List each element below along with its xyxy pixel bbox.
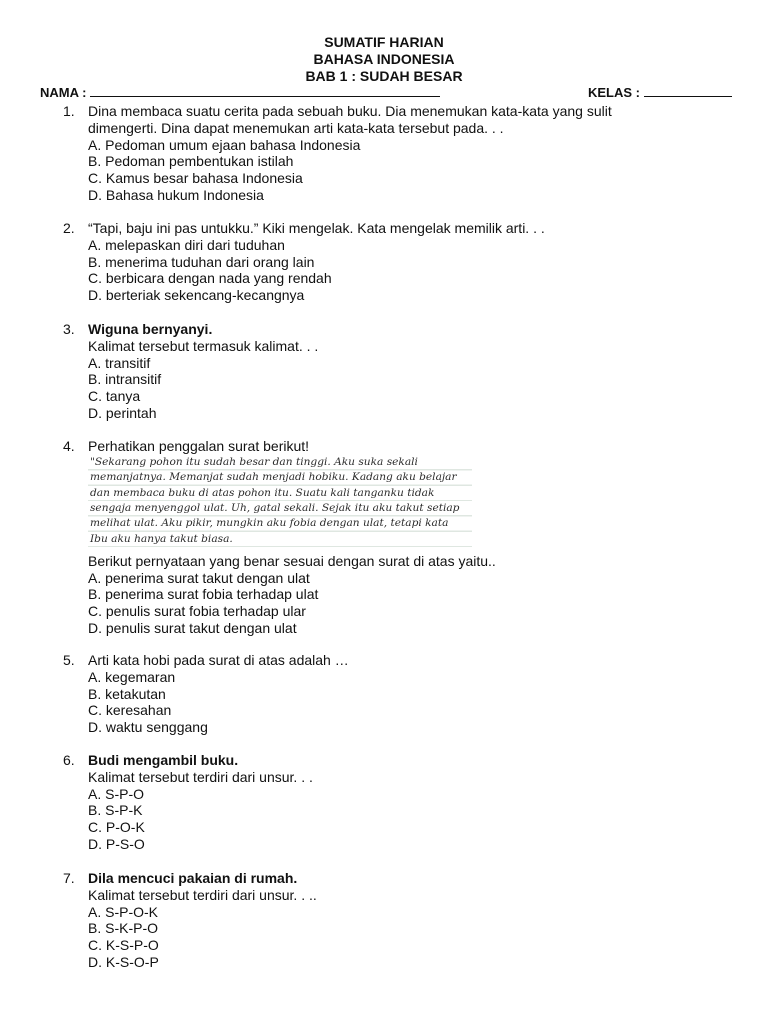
question-number: 1. (63, 103, 75, 119)
question-text: Arti kata hobi pada surat di atas adalah … (88, 652, 349, 668)
excerpt-line: "Sekarang pohon itu sudah besar dan tinggi. Aku suka sekali (90, 455, 418, 468)
question-number: 7. (63, 870, 75, 886)
question-number: 3. (63, 321, 75, 337)
question-text: Kalimat tersebut terdiri dari unsur. . .. (88, 886, 317, 903)
question-body (88, 438, 688, 637)
option-a: A. penerima surat takut dengan ulat (88, 569, 310, 586)
question-body (88, 103, 688, 204)
option-d: D. berteriak sekencang-kecangnya (88, 287, 305, 304)
option-d: D. waktu senggang (88, 719, 208, 736)
question-number: 4. (63, 438, 75, 454)
letter-excerpt-image (88, 455, 472, 547)
class-label: KELAS : (588, 85, 640, 100)
option-a: A. kegemaran (88, 668, 176, 685)
option-c: C. penulis surat fobia terhadap ular (88, 603, 306, 620)
option-b: B. S-P-K (88, 802, 143, 819)
class-field (588, 84, 732, 100)
option-a: A. melepaskan diri dari tuduhan (88, 236, 285, 253)
question-body (88, 870, 688, 971)
name-field (40, 84, 440, 100)
question-text: Kalimat tersebut termasuk kalimat. . . (88, 337, 319, 354)
option-b: B. penerima surat fobia terhadap ulat (88, 586, 319, 603)
class-blank-line (644, 84, 732, 97)
question-number: 2. (63, 220, 75, 236)
question-text: Perhatikan penggalan surat berikut! (88, 438, 310, 454)
name-label: NAMA : (40, 85, 87, 100)
option-d: D. perintah (88, 404, 157, 421)
option-b: B. S-K-P-O (88, 920, 159, 937)
question-text: Dina membaca suatu cerita pada sebuah buku. Dia menemukan kata-kata yang sulit (88, 103, 612, 119)
option-d: D. penulis surat takut dengan ulat (88, 619, 297, 636)
question-text: dimengerti. Dina dapat menemukan arti kata-kata tersebut pada. . . (88, 119, 504, 136)
option-b: B. menerima tuduhan dari orang lain (88, 253, 315, 270)
name-blank-line (90, 84, 440, 97)
question-body (88, 321, 688, 422)
option-a: A. transitif (88, 354, 151, 371)
subject-title: BAHASA INDONESIA (313, 51, 455, 67)
excerpt-line: dan membaca buku di atas pohon itu. Suatu kali tanganku tidak (90, 486, 435, 499)
option-c: C. P-O-K (88, 819, 145, 836)
option-a: A. S-P-O-K (88, 903, 159, 920)
question-text: Kalimat tersebut terdiri dari unsur. . . (88, 768, 313, 785)
option-b: B. ketakutan (88, 685, 166, 702)
question-sentence: Wiguna bernyanyi. (88, 321, 213, 337)
question-sentence: Budi mengambil buku. (88, 752, 239, 768)
excerpt-line: melihat ulat. Aku pikir, mungkin aku fobia dengan ulat, tetapi kata (90, 517, 449, 530)
option-c: C. berbicara dengan nada yang rendah (88, 270, 332, 287)
excerpt-line: memanjatnya. Memanjat sudah menjadi hobiku. Kadang aku belajar (90, 471, 457, 484)
option-a: A. S-P-O (88, 785, 145, 802)
question-sentence: Dila mencuci pakaian di rumah. (88, 870, 298, 886)
option-b: B. intransitif (88, 371, 162, 388)
document-header (0, 34, 768, 85)
option-b: B. Pedoman pembentukan istilah (88, 153, 294, 170)
question-text: Berikut pernyataan yang benar sesuai dengan surat di atas yaitu.. (88, 552, 496, 569)
question-text: “Tapi, baju ini pas untukku.” Kiki mengelak. Kata mengelak memilik arti. . . (88, 220, 545, 236)
question-body (88, 652, 688, 736)
option-c: C. Kamus besar bahasa Indonesia (88, 170, 303, 187)
excerpt-line: sengaja menyenggol ulat. Uh, gatal sekali. Sejak itu aku takut setiap (90, 502, 460, 515)
option-d: D. P-S-O (88, 835, 145, 852)
question-body (88, 220, 688, 304)
option-c: C. tanya (88, 388, 141, 405)
option-a: A. Pedoman umum ejaan bahasa Indonesia (88, 136, 361, 153)
excerpt-line: Ibu aku hanya takut biasa. (90, 532, 233, 545)
option-c: C. K-S-P-O (88, 937, 159, 954)
option-c: C. keresahan (88, 702, 172, 719)
option-d: D. Bahasa hukum Indonesia (88, 186, 264, 203)
question-body (88, 752, 688, 853)
option-d: D. K-S-O-P (88, 953, 159, 970)
identity-row (40, 84, 700, 102)
question-number: 5. (63, 652, 75, 668)
question-number: 6. (63, 752, 75, 768)
chapter-title: BAB 1 : SUDAH BESAR (305, 68, 463, 84)
exam-title: SUMATIF HARIAN (324, 34, 444, 50)
